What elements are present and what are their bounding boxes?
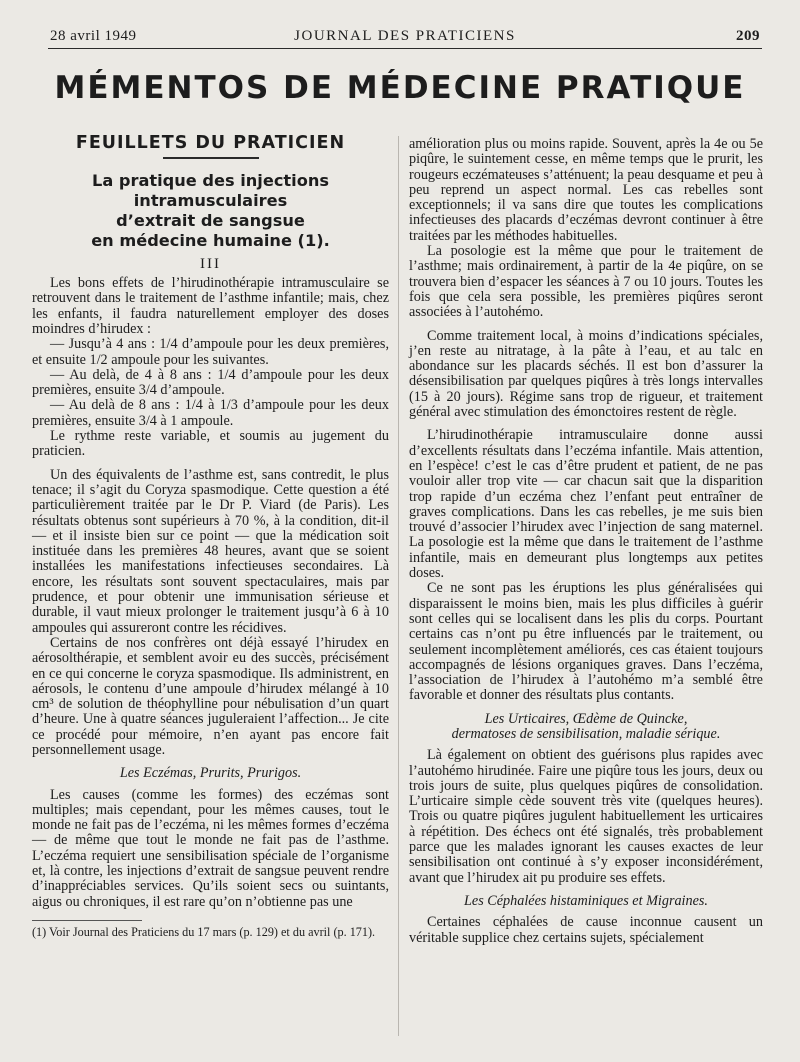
main-title: MÉMENTOS DE MÉDECINE PRATIQUE — [54, 70, 746, 106]
footnote-rule — [32, 920, 142, 921]
paragraph: — Jusqu’à 4 ans : 1/4 d’ampoule pour les deux premières, et ensuite 1/2 ampoule pour les suivantes. — [32, 336, 389, 368]
paragraph: Ce ne sont pas les éruptions les plus généralisées qui disparaissent le moins bien, mais les plus difficiles à guérir sont celles qui se localisent dans les plis du corps. Pourtant certains cas n’ont pu être influencés par le traitement, ou seulement incomplètement améliorés, ces cas étaient toujours accompagnés de lésions organiques graves. Dans l’eczéma, l’association de l’hirudex à l’autohémo m’a semblé être favorable et donner des résultats plus contants. — [409, 580, 763, 704]
left-column — [32, 133, 389, 939]
paragraph: La posologie est la même que pour le traitement de l’asthme; mais ordinairement, à partir de la 4e piqûre, on se trouvera bien d’espacer les séances à 7 ou 10 jours. Toutes les fois que cela sera possible, les premières piqûres seront associées à l’autohémo. — [409, 243, 763, 321]
subheading-eczemas: Les Eczémas, Prurits, Prurigos. — [119, 765, 302, 782]
paragraph: — Au delà, de 4 à 8 ans : 1/4 d’ampoule pour les deux premières, ensuite 3/4 d’ampoule. — [32, 366, 389, 399]
journal-name: JOURNAL DES PRATICIENS — [294, 28, 516, 44]
paragraph: amélioration plus ou moins rapide. Souvent, après la 4e ou 5e piqûre, le suintement cesse, en même temps que le prurit, les rougeurs eczémateuses s’atténuent; la peau desquame et peu à peu reprend un aspect normal. Les cas rebelles sont exceptionnels; il va sans dire que toutes les complications infectieuses des placards d’eczémas devront continuer à être traitées par les méthodes habituelles. — [409, 136, 763, 244]
article-title-line-2: d’extrait de sangsue — [116, 210, 305, 230]
running-header — [48, 24, 762, 49]
paragraph: Là également on obtient des guérisons plus rapides avec l’autohémo hirudinée. Faire une piqûre tous les jours, deux ou trois jours de suite, plus quelques piqûres de consolidation. L’urticaire simple cède souvent très vite (quelques heures). Trois ou quatre piqûres jugulent habituellement les urticaires à répétition. Des échecs ont été signalés, très probablement parce que les malades ignorant les causes exactes de leur sensibilisation ont continué à s’y exposer inconsidérément, avant que l’hirudex ait pu produire ses effets. — [409, 747, 763, 886]
article-title-line-3: en médecine humaine (1). — [91, 230, 330, 250]
subheading-line: Les Urticaires, Œdème de Quincke, — [484, 710, 688, 727]
footnote: (1) Voir Journal des Praticiens du 17 mars (p. 129) et du avril (p. 171). — [32, 924, 376, 939]
issue-date: 28 avril 1949 — [50, 28, 137, 44]
page-number: 209 — [736, 28, 760, 44]
right-column — [409, 137, 763, 946]
paragraph: Comme traitement local, à moins d’indications spéciales, j’en reste au nitratage, à la pâte à l’eau, et au talc en abondance sur les placards séchés. Il est bon d’assurer la désensibilisation par quelques piqûres à très longs intervalles (15 à 20 jours). Régime sans trop de rigueur, et traitement général avec stimulation des émonctoires restent de règle. — [409, 327, 763, 421]
part-number: III — [200, 255, 221, 272]
paragraph: Les causes (comme les formes) des eczémas sont multiples; mais cependant, pour les mêmes causes, tout le monde ne fait pas de l’eczéma, ni les mêmes formes d’eczéma — de même que tout le monde ne fait pas de l’asthme. L’eczéma requiert une sensibilisation spéciale de l’organisme et, là contre, les injections d’extrait de sangsue peuvent rendre d’inappréciables services. Qu’ils soient secs ou suintants, aigus ou chroniques, il est rare qu’on n’obtienne pas une — [32, 786, 389, 910]
paragraph: Le rythme reste variable, et soumis au jugement du praticien. — [32, 428, 389, 460]
paragraph: L’hirudinothérapie intramusculaire donne aussi d’excellents résultats dans l’eczéma infantile. Mais attention, en l’espèce! c’est le cas d’être prudent et patient, de ne pas vouloir aller trop vite — car chacun sait que la disparition trop rapide d’un eczéma chez l’enfant peut entraîner de graves complications. Dans les cas rebelles, je me suis bien trouvé d’associer l’hirudex avec l’injection de sang maternel. La posologie est la même que dans le traitement de l’asthme infantile, mais en demeurant plus longtemps aux petites doses. — [409, 427, 763, 582]
article-title — [32, 171, 389, 251]
paragraph: Un des équivalents de l’asthme est, sans contredit, le plus tenace; il s’agit du Coryza spasmodique. Cette question a été particulièrement traitée par le Dr P. Viard (de Paris). Les résultats obtenus sont supérieurs à 70 %, à la condition, dit-il — et il insiste bien sur ce point — que la médication soit instituée dans les premières 48 heures, avant que se soient installées les manifestations infectieuses secondaires. Là encore, les résultats sont souvent spectaculaires, mais par prudence, et pour obtenir une immunisation sérieuse et durable, il vaut mieux prolonger le traitement jusqu’à 6 à 10 ampoules qui assureront contre les récidives. — [32, 466, 389, 636]
subheading-urticaires — [409, 712, 763, 743]
paragraph: Certaines céphalées de cause inconnue causent un véritable supplice chez certains sujets, spécialement — [409, 914, 763, 946]
subheading-line: dermatoses de sensibilisation, maladie sérique. — [451, 725, 721, 742]
column-divider — [398, 136, 399, 1036]
section-title: FEUILLETS DU PRATICIEN — [75, 133, 346, 153]
paragraph: Certains de nos confrères ont déjà essayé l’hirudex en aérosolthérapie, et semblent avoir eu des succès, précisément en ce qui concerne le coryza spasmodique. Ils administrent, en aérosols, le contenu d’une ampoule d’hirudex mélangé à 10 cm³ de solution de théophylline pour nébulisation d’un quart d’heure. Une à quatre séances juguleraient l’affection... Je cite ce procédé pour mémoire, n’en ayant pas encore fait personnellement usage. — [32, 634, 389, 758]
section-rule — [163, 157, 259, 159]
subheading-cephalees: Les Céphalées histaminiques et Migraines. — [464, 892, 708, 909]
article-title-line-1: La pratique des injections intramusculaires — [92, 170, 329, 210]
paragraph: Les bons effets de l’hirudinothérapie intramusculaire se retrouvent dans le traitement de l’asthme infantile; mais, chez les enfants, il faudra naturellement employer des doses moindres d’hirudex : — [32, 275, 389, 337]
paragraph: — Au delà de 8 ans : 1/4 à 1/3 d’ampoule pour les deux premières, ensuite 3/4 à 1 ampoule. — [32, 397, 389, 429]
